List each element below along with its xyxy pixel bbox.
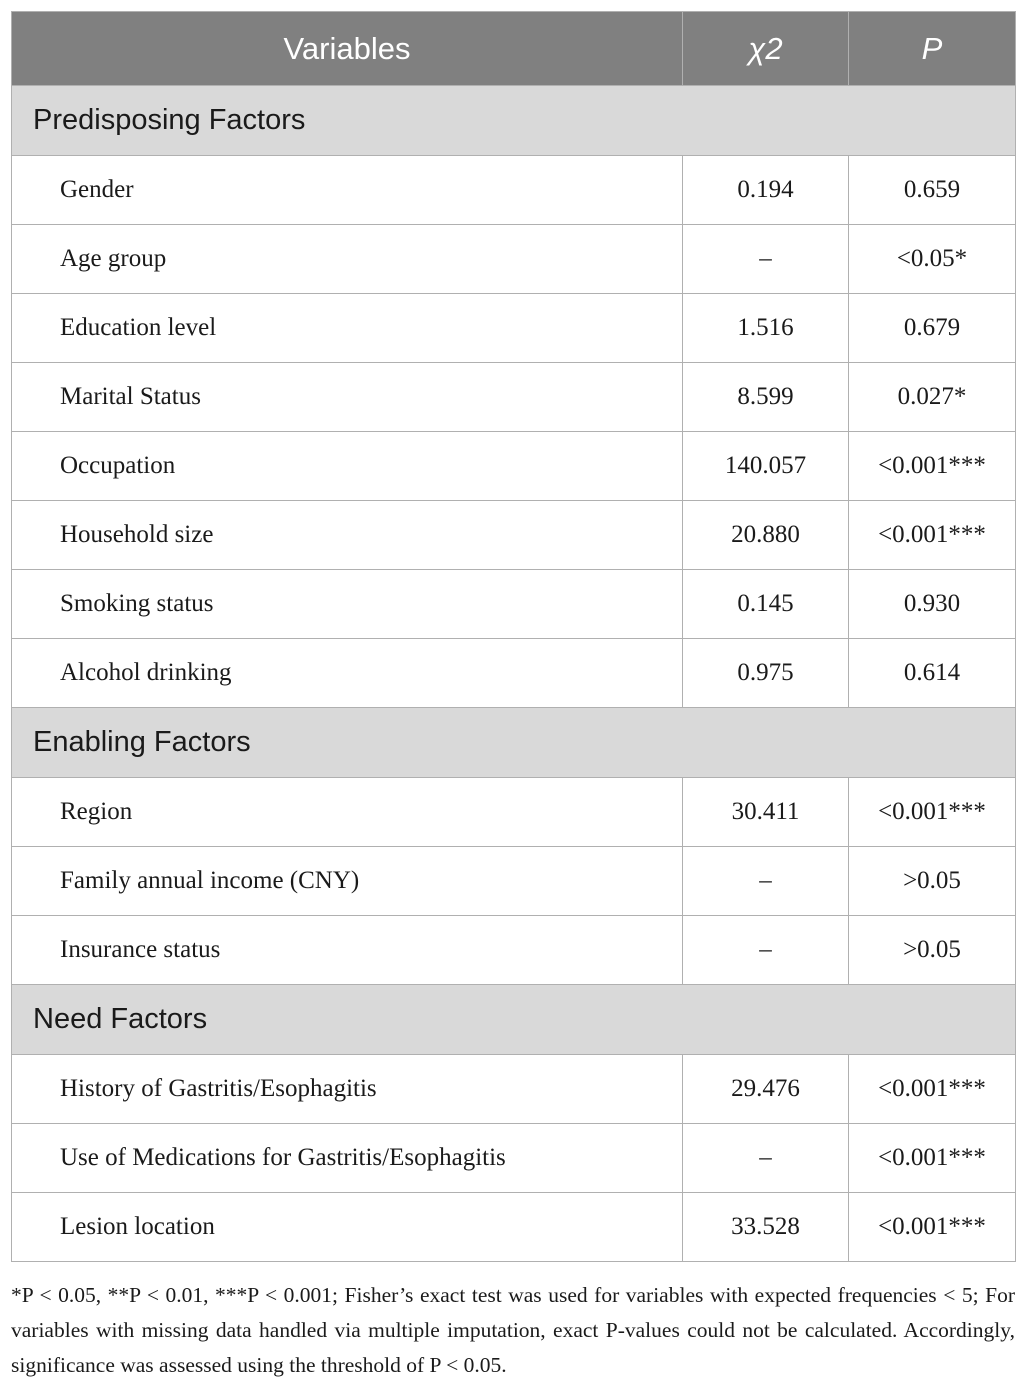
p-cell: 0.659 [849, 156, 1016, 225]
section-row [12, 708, 1016, 778]
chi2-cell: 30.411 [683, 778, 849, 847]
variable-cell: Use of Medications for Gastritis/Esophagitis [12, 1124, 683, 1193]
chi2-cell: – [683, 1124, 849, 1193]
chi2-cell: 29.476 [683, 1055, 849, 1124]
p-cell: 0.930 [849, 570, 1016, 639]
variable-cell: Alcohol drinking [12, 639, 683, 708]
variable-cell: Marital Status [12, 363, 683, 432]
p-cell: 0.679 [849, 294, 1016, 363]
p-cell: <0.05* [849, 225, 1016, 294]
section-row [12, 985, 1016, 1055]
table-footnote: *P < 0.05, **P < 0.01, ***P < 0.001; Fisher’s exact test was used for variables with expected frequencies < 5; For variables with missing data handled via multiple imputation, exact P-values could not be calculated. Accordingly, significance was assessed using the threshold of P < 0.05. [11, 1283, 1015, 1377]
table-row [12, 639, 1016, 708]
table-row [12, 501, 1016, 570]
variable-cell: Household size [12, 501, 683, 570]
variable-cell: Smoking status [12, 570, 683, 639]
results-table [11, 11, 1016, 1262]
variable-cell: Lesion location [12, 1193, 683, 1262]
variable-cell: Family annual income (CNY) [12, 847, 683, 916]
p-cell: <0.001*** [849, 778, 1016, 847]
chi2-cell: 1.516 [683, 294, 849, 363]
header-p-value: P [849, 12, 1016, 86]
table-row [12, 1193, 1016, 1262]
table-row [12, 294, 1016, 363]
p-cell: <0.001*** [849, 432, 1016, 501]
table-row [12, 432, 1016, 501]
p-cell: >0.05 [849, 916, 1016, 985]
header-variables: Variables [12, 12, 683, 86]
p-cell: 0.614 [849, 639, 1016, 708]
table-row [12, 847, 1016, 916]
chi2-cell: – [683, 847, 849, 916]
table-row [12, 570, 1016, 639]
chi2-cell: – [683, 225, 849, 294]
section-title: Predisposing Factors [12, 86, 1016, 156]
section-title: Need Factors [12, 985, 1016, 1055]
chi2-cell: 8.599 [683, 363, 849, 432]
table-row [12, 1055, 1016, 1124]
table-row [12, 225, 1016, 294]
chi2-cell: 140.057 [683, 432, 849, 501]
table-row [12, 778, 1016, 847]
table-row [12, 916, 1016, 985]
chi2-cell: – [683, 916, 849, 985]
chi2-cell: 0.194 [683, 156, 849, 225]
p-cell: >0.05 [849, 847, 1016, 916]
table-row [12, 363, 1016, 432]
variable-cell: Age group [12, 225, 683, 294]
chi2-cell: 20.880 [683, 501, 849, 570]
variable-cell: Occupation [12, 432, 683, 501]
p-cell: <0.001*** [849, 1055, 1016, 1124]
table-row [12, 156, 1016, 225]
variable-cell: Insurance status [12, 916, 683, 985]
variable-cell: History of Gastritis/Esophagitis [12, 1055, 683, 1124]
chi2-cell: 0.145 [683, 570, 849, 639]
variable-cell: Gender [12, 156, 683, 225]
section-row [12, 86, 1016, 156]
chi2-cell: 0.975 [683, 639, 849, 708]
section-title: Enabling Factors [12, 708, 1016, 778]
header-chi-square: χ2 [683, 12, 849, 86]
chi2-cell: 33.528 [683, 1193, 849, 1262]
table-row [12, 1124, 1016, 1193]
p-cell: <0.001*** [849, 1124, 1016, 1193]
p-cell: <0.001*** [849, 501, 1016, 570]
p-cell: 0.027* [849, 363, 1016, 432]
p-cell: <0.001*** [849, 1193, 1016, 1262]
header-row [12, 12, 1016, 86]
variable-cell: Education level [12, 294, 683, 363]
variable-cell: Region [12, 778, 683, 847]
